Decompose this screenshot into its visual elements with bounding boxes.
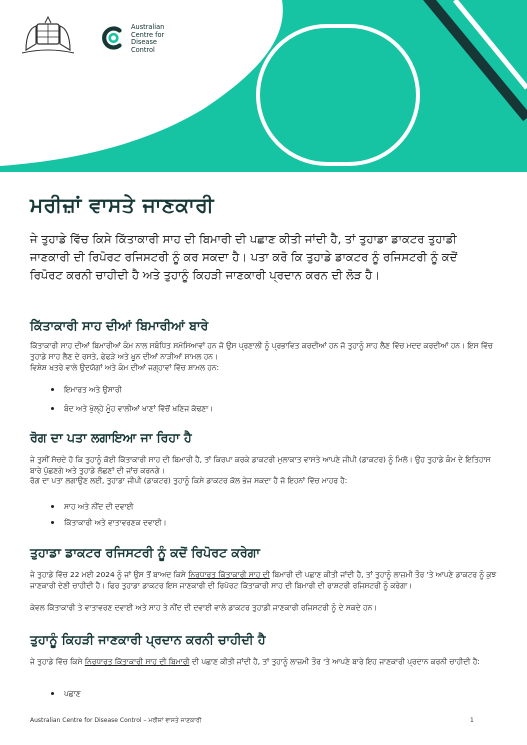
list-item: ਸਾਹ ਅਤੇ ਨੀਂਦ ਦੀ ਦਵਾਈ [64,502,134,511]
list-item: ਬੰਦ ਅਤੇ ਖੁੱਲ੍ਹੇ ਮੂੰਹ ਵਾਲੀਆਂ ਖਾਣਾਂ ਵਿੱਚੋਂ ਖਣਿਜ ਕੱਢਣਾ। [64,404,214,413]
org-name-line: Disease [131,38,157,47]
section-heading-information: ਤੁਹਾਨੂੰ ਕਿਹੜੀ ਜਾਣਕਾਰੀ ਪ੍ਰਦਾਨ ਕਰਨੀ ਚਾਹੀਦੀ ਹੈ [30,632,266,647]
section-paragraph [30,657,498,668]
coat-of-arms-icon [12,14,84,58]
section-paragraph [30,570,498,591]
section-heading-about: ਕਿੱਤਾਕਾਰੀ ਸਾਹ ਦੀਆਂ ਬਿਮਾਰੀਆਂ ਬਾਰੇ [30,318,209,333]
page-title: ਮਰੀਜ਼ਾਂ ਵਾਸਤੇ ਜਾਣਕਾਰੀ [30,193,215,217]
acdc-logo-icon [99,25,125,51]
text-run: ਦੀ ਪਛਾਣ ਕੀਤੀ ਜਾਂਦੀ ਹੈ, ਤਾਂ ਤੁਹਾਨੂੰ ਲਾਜ਼ਮੀ ਤੌਰ 'ਤੇ ਆਪਣੇ ਬਾਰੇ ਇਹ ਜਾਣਕਾਰੀ ਪ੍ਰਦਾਨ ਕਰਨੀ ਚਾਹੀਦੀ ਹੈ: [189,657,480,666]
section-paragraph: ਕਿੱਤਾਕਾਰੀ ਸਾਹ ਦੀਆਂ ਬਿਮਾਰੀਆਂ ਕੰਮ ਨਾਲ ਸਬੰਧਿਤ ਸਮੱਸਿਆਵਾਂ ਹਨ ਜੋ ਉਸ ਪ੍ਰਣਾਲੀ ਨੂੰ ਪ੍ਰਭਾਵਿਤ ਕਰਦੀਆਂ ਹਨ ਜੋ ਤੁਹਾਨੂੰ ਸਾਹ ਲੈਣ ਵਿੱਚ ਮਦਦ ਕਰਦੀਆਂ ਹਨ। ਇਸ ਵਿੱਚ ਤੁਹਾਡੇ ਸਾਹ ਲੈਣ ਦੇ ਰਸਤੇ, ਫੇਫੜੇ ਅਤੇ ਖ਼ੂਨ ਦੀਆਂ ਨਾੜੀਆਂ ਸ਼ਾਮਲ ਹਨ। [30,341,493,361]
section-heading-diagnosis: ਰੋਗ ਦਾ ਪਤਾ ਲਗਾਇਆ ਜਾ ਰਿਹਾ ਹੈ [30,430,192,445]
section-paragraph: ਕੇਵਲ ਕਿੱਤਾਕਾਰੀ ਤੇ ਵਾਤਾਵਰਣ ਦਵਾਈ ਅਤੇ ਸਾਹ ਤੇ ਨੀਂਦ ਦੀ ਦਵਾਈ ਵਾਲੇ ਡਾਕਟਰ ਤੁਹਾਡੀ ਜਾਣਕਾਰੀ ਰਜਿਸਟਰੀ ਨੂੰ ਦੇ ਸਕਦੇ ਹਨ। [30,603,378,612]
intro-paragraph: ਜੇ ਤੁਹਾਡੇ ਵਿੱਚ ਕਿਸੇ ਕਿੱਤਾਕਾਰੀ ਸਾਹ ਦੀ ਬਿਮਾਰੀ ਦੀ ਪਛਾਣ ਕੀਤੀ ਜਾਂਦੀ ਹੈ, ਤਾਂ ਤੁਹਾਡਾ ਡਾਕਟਰ ਤੁਹਾਡੀ ਜਾਣਕਾਰੀ ਦੀ ਰਿਪੋਰਟ ਰਜਿਸਟਰੀ ਨੂੰ ਕਰ ਸਕਦਾ ਹੈ। ਪਤਾ ਕਰੋ ਕਿ ਤੁਹਾਡੇ ਡਾਕਟਰ ਨੂੰ ਰਜਿਸਟਰੀ ਨੂੰ ਕਦੋਂ ਰਿਪੋਰਟ ਕਰਨੀ ਚਾਹੀਦੀ ਹੈ ਅਤੇ ਤੁਹਾਨੂੰ ਕਿਹੜੀ ਜਾਣਕਾਰੀ ਪ੍ਰਦਾਨ ਕਰਨ ਦੀ ਲੋੜ ਹੈ। [30,232,458,282]
org-name-line: Control [131,45,155,54]
header-banner [0,0,527,172]
list-item: ਕਿੱਤਾਕਾਰੀ ਅਤੇ ਵਾਤਾਵਰਣਕ ਦਵਾਈ। [64,518,167,527]
section-paragraph: ਜੇ ਤੁਸੀਂ ਸੋਚਦੇ ਹੋ ਕਿ ਤੁਹਾਨੂੰ ਕੋਈ ਕਿੱਤਾਕਾਰੀ ਸਾਹ ਦੀ ਬਿਮਾਰੀ ਹੈ, ਤਾਂ ਕਿਰਪਾ ਕਰਕੇ ਡਾਕਟਰੀ ਮੁਲਾਕਾਤ ਵਾਸਤੇ ਆਪਣੇ ਜੀਪੀ (ਡਾਕਟਰ) ਨੂੰ ਮਿਲੋ। ਉਹ ਤੁਹਾਡੇ ਕੰਮ ਦੇ ਇਤਿਹਾਸ ਬਾਰੇ ਪੁੱਛਣਗੇ ਅਤੇ ਤੁਹਾਡੇ ਲੱਛਣਾਂ ਦੀ ਜਾਂਚ ਕਰਨਗੇ। [30,455,491,475]
section-heading-reporting: ਤੁਹਾਡਾ ਡਾਕਟਰ ਰਜਿਸਟਰੀ ਨੂੰ ਕਦੋਂ ਰਿਪੋਰਟ ਕਰੇਗਾ [30,545,260,560]
list-item: ਪਛਾਣ [64,689,81,698]
text-run: ਜੇ ਤੁਹਾਡੇ ਵਿੱਚ ਕਿਸੇ [30,657,85,666]
list-item: ਇਮਾਰਤ ਅਤੇ ਉਸਾਰੀ [64,385,122,394]
section-paragraph: ਵਿਸ਼ੇਸ਼ ਖ਼ਤਰੇ ਵਾਲੇ ਉਦਯੋਗਾਂ ਅਤੇ ਕੰਮ ਦੀਆਂ ਜਗ੍ਹਾਵਾਂ ਵਿੱਚ ਸ਼ਾਮਲ ਹਨ: [30,363,220,372]
section-paragraph: ਰੋਗ ਦਾ ਪਤਾ ਲਗਾਉਣ ਲਈ, ਤੁਹਾਡਾ ਜੀਪੀ (ਡਾਕਟਰ) ਤੁਹਾਨੂੰ ਕਿਸੇ ਡਾਕਟਰ ਕੋਲ ਭੇਜ ਸਕਦਾ ਹੈ ਜੋ ਇਹਨਾਂ ਵਿੱਚ ਮਾਹਰ ਹੈ: [30,476,348,485]
page-number: 1 [470,717,474,724]
org-name-line: Centre for [131,30,165,39]
text-run: ਬਿਮਾਰੀ ਦੀ ਪਛਾਣ ਕੀਤੀ ਜਾਂਦੀ ਹੈ, ਤਾਂ ਤੁਹਾਨੂੰ ਲਾਜ਼ਮੀ ਤੌਰ 'ਤੇ ਆਪਣੇ ਡਾਕਟਰ ਨੂੰ ਕੁਝ ਜਾਣਕਾਰੀ ਦੇਣੀ ਚਾਹੀਦੀ ਹੈ। ਫਿਰ ਤੁਹਾਡਾ ਡਾਕਟਰ ਇਸ ਜਾਣਕਾਰੀ ਦੀ ਰਿਪੋਰਟ ਕਿੱਤਾਕਾਰੀ ਸਾਹ ਦੀ ਬਿਮਾਰੀ ਦੀ ਰਾਸ਼ਟਰੀ ਰਜਿਸਟਰੀ ਨੂੰ ਕਰੇਗਾ। [30,570,497,590]
footer-text: Australian Centre for Disease Control – ਮਰੀਜ਼ਾਂ ਵਾਸਤੇ ਜਾਣਕਾਰੀ [30,717,202,724]
prescribed-disease-link[interactable]: ਨਿਰਧਾਰਤ ਕਿੱਤਾਕਾਰੀ ਸਾਹ ਦੀ [188,570,270,579]
text-run: ਜੇ ਤੁਹਾਡੇ ਵਿੱਚ 22 ਮਈ 2024 ਨੂੰ ਜਾਂ ਉਸ ਤੋਂ ਬਾਅਦ ਕਿਸੇ [30,570,189,579]
org-name [131,24,164,54]
org-name-line: Australian [131,23,165,31]
prescribed-disease-link[interactable]: ਨਿਰਧਾਰਤ ਕਿੱਤਾਕਾਰੀ ਸਾਹ ਦੀ ਬਿਮਾਰੀ [84,657,190,666]
